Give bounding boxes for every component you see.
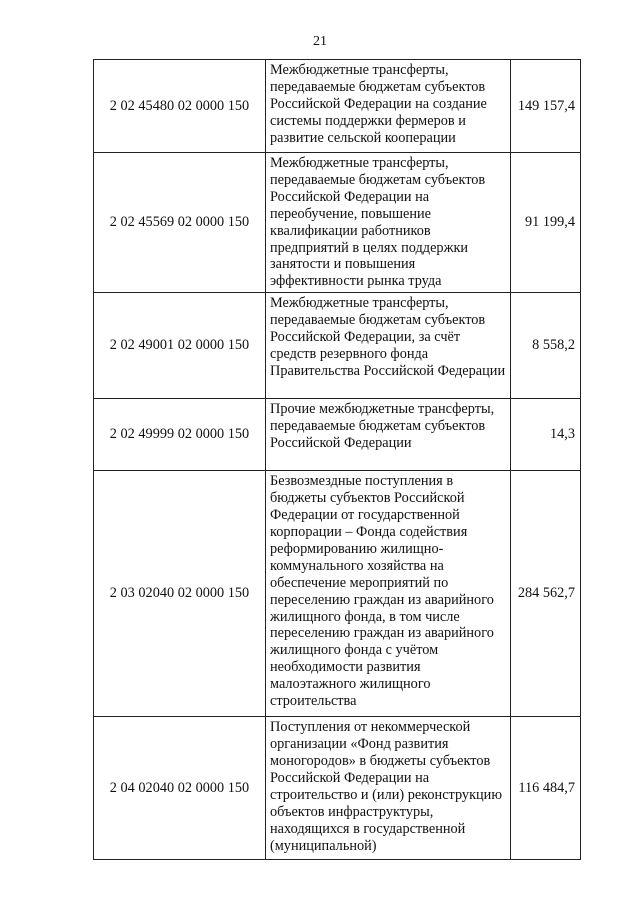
budget-revenue-table (93, 59, 581, 860)
description-cell: Безвозмездные поступления в бюджеты субъектов Российской Федерации от государственной корпорации – Фонда содействия реформированию жилищно-коммунального хозяйства на обеспечение мероприятий по переселению граждан из аварийного жилищного фонда, в том числе переселению граждан из аварийного жилищного фонда с учётом необходимости развития малоэтажного жилищного строительства (266, 471, 511, 717)
budget-code-cell: 2 02 49001 02 0000 150 (94, 293, 266, 399)
budget-code-cell: 2 02 45480 02 0000 150 (94, 60, 266, 153)
description-cell: Прочие межбюджетные трансферты, передаваемые бюджетам субъектов Российской Федерации (266, 399, 511, 471)
table-row (94, 399, 581, 471)
budget-code-cell: 2 02 49999 02 0000 150 (94, 399, 266, 471)
amount-cell: 8 558,2 (511, 293, 581, 399)
budget-code-cell: 2 04 02040 02 0000 150 (94, 717, 266, 860)
description-cell: Межбюджетные трансферты, передаваемые бюджетам субъектов Российской Федерации на создание системы поддержки фермеров и развитие сельской кооперации (266, 60, 511, 153)
amount-cell: 284 562,7 (511, 471, 581, 717)
table-row (94, 153, 581, 293)
table-row (94, 471, 581, 717)
budget-code-cell: 2 02 45569 02 0000 150 (94, 153, 266, 293)
description-cell: Межбюджетные трансферты, передаваемые бюджетам субъектов Российской Федерации, за счёт средств резервного фонда Правительства Российской Федерации (266, 293, 511, 399)
amount-cell: 116 484,7 (511, 717, 581, 860)
description-cell: Межбюджетные трансферты, передаваемые бюджетам субъектов Российской Федерации на переобучение, повышение квалификации работников предприятий в целях поддержки занятости и повышения эффективности рынка труда (266, 153, 511, 293)
table-row (94, 717, 581, 860)
page-number: 21 (313, 34, 327, 49)
amount-cell: 91 199,4 (511, 153, 581, 293)
amount-cell: 149 157,4 (511, 60, 581, 153)
table-row (94, 60, 581, 153)
description-cell: Поступления от некоммерческой организации «Фонд развития моногородов» в бюджеты субъектов Российской Федерации на строительство и (или) реконструкцию объектов инфраструктуры, находящихся в государственной (муниципальной) (266, 717, 511, 860)
amount-cell: 14,3 (511, 399, 581, 471)
budget-code-cell: 2 03 02040 02 0000 150 (94, 471, 266, 717)
table-row (94, 293, 581, 399)
